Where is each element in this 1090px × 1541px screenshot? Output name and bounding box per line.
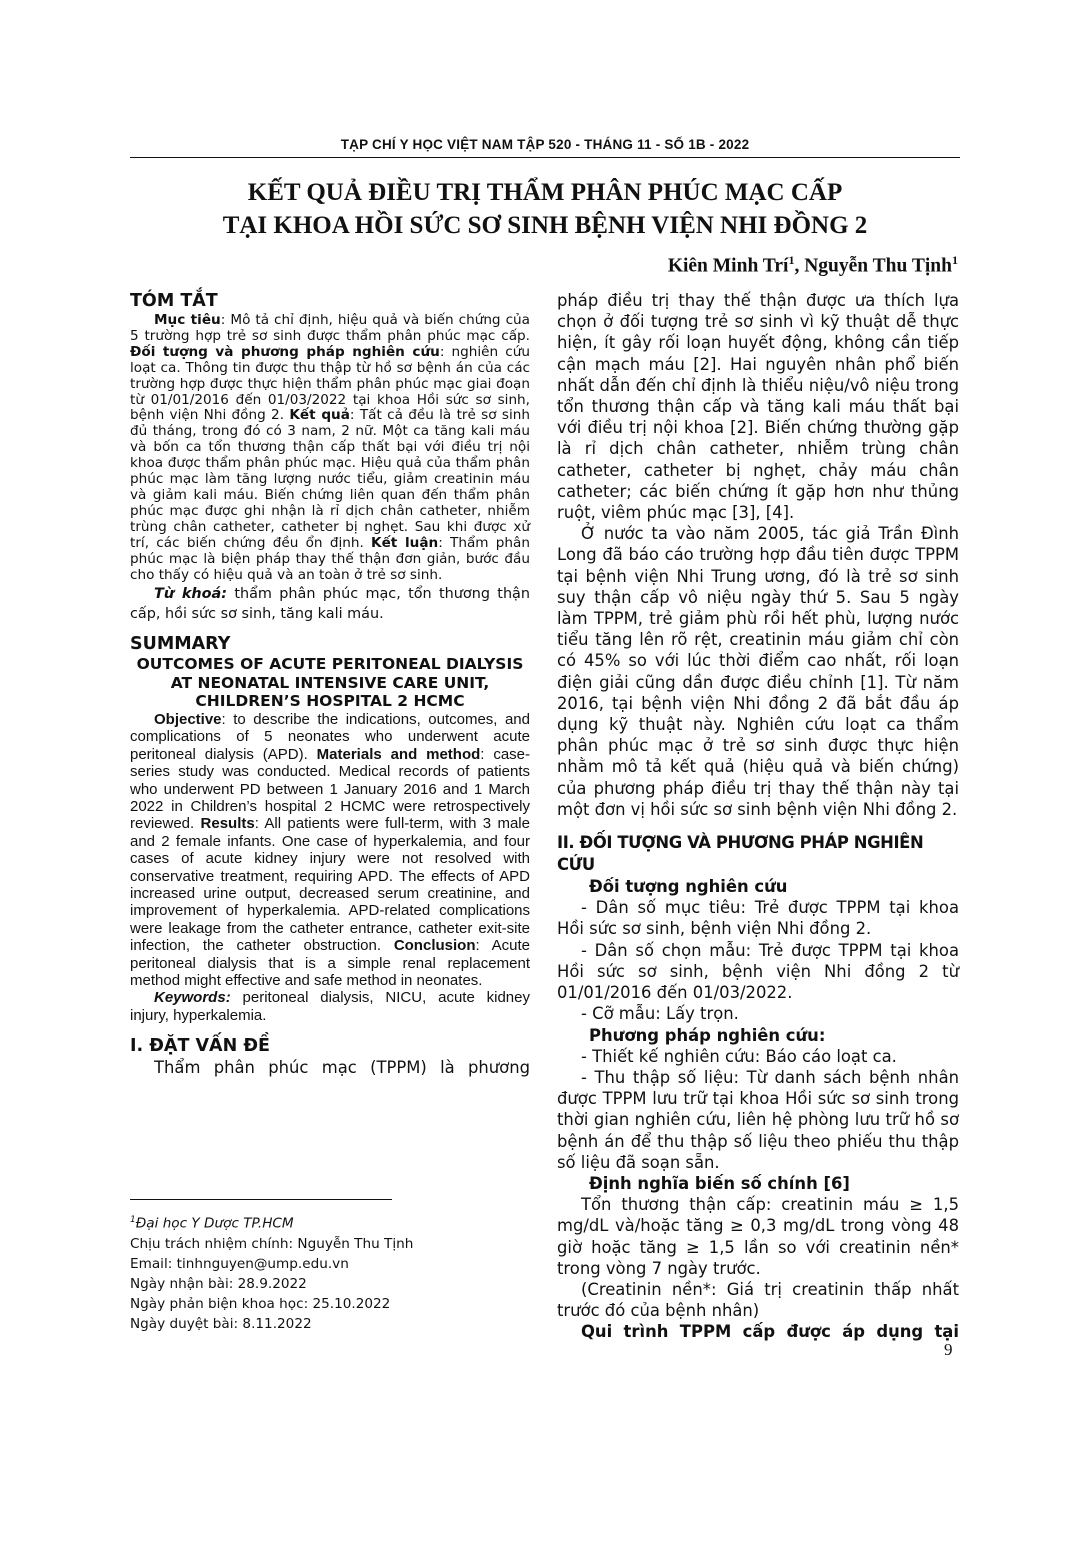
subsection-dinh-nghia: Định nghĩa biến số chính [6] [589, 1173, 850, 1193]
summary-label-objective: Objective [154, 710, 222, 728]
tomtat-label-ketluan: Kết luận [371, 534, 439, 551]
footnote-reviewed: Ngày phản biện khoa học: 25.10.2022 [130, 1295, 391, 1312]
tomtat-text-ketluan: : Thẩm phân phúc mạc là biện pháp thay thế thận đơn giản, bước đầu cho thấy có hiệu quả và an toàn ở trẻ sơ sinh. [130, 534, 530, 583]
section2-heading: II. ĐỐI TƯỢNG VÀ PHƯƠNG PHÁP NGHIÊN CỨU [557, 833, 924, 875]
tomtat-label-tukhoa: Từ khoá: [154, 586, 228, 603]
footnote-separator [130, 1199, 392, 1200]
authors [668, 253, 958, 278]
right-column [557, 290, 959, 1343]
summary-text-conclusion: : Acute peritoneal dialysis that is a simple renal replacement method might effective and safe method in neonates. [130, 937, 530, 989]
summary-title: OUTCOMES OF ACUTE PERITONEAL DIALYSIS AT NEONATAL INTENSIVE CARE UNIT, CHILDREN’S HOSPITAL 2 HCMC [136, 655, 524, 711]
footnote-affiliation-text: Đại học Y Dược TP.HCM [135, 1215, 294, 1232]
journal-header: TẠP CHÍ Y HỌC VIỆT NAM TẬP 520 - THÁNG 11 - SỐ 1B - 2022 [130, 137, 960, 158]
author-1-affiliation: 1 [788, 253, 795, 267]
tomtat-label-muctieu: Mục tiêu [154, 312, 221, 328]
summary-label-conclusion: Conclusion [393, 937, 476, 955]
definition-paragraph: Tổn thương thận cấp: creatinin máu ≥ 1,5 mg/dL và/hoặc tăng ≥ 0,3 mg/dL trong vòng 48 giờ hoặc tăng ≥ 1,5 lần so với creatinin nền* trong vòng 7 ngày trước. [557, 1195, 959, 1278]
author-2: Nguyễn Thu Tịnh [804, 255, 952, 277]
title-line-2: TẠI KHOA HỒI SỨC SƠ SINH BỆNH VIỆN NHI ĐỒNG 2 [222, 212, 868, 239]
tomtat-paragraph [130, 313, 530, 583]
section1-paragraph1-start: Thẩm phân phúc mạc (TPPM) là phương [154, 1058, 530, 1078]
article-title [130, 176, 960, 242]
tomtat-keywords [130, 584, 530, 624]
author-2-affiliation: 1 [952, 253, 958, 267]
summary-paragraph [130, 711, 530, 990]
footnotes [130, 1210, 530, 1334]
procedure-paragraph-start: Qui trình TPPM cấp được áp dụng tại [581, 1322, 959, 1342]
footnote-accepted: Ngày duyệt bài: 8.11.2022 [130, 1315, 312, 1332]
tomtat-text-muctieu: : Mô tả chỉ định, hiệu quả và biến chứng của 5 trường hợp trẻ sơ sinh được thẩm phân phúc mạc cấp. [130, 312, 530, 344]
section1-start [130, 1057, 530, 1078]
summary-text-objective: : to describe the indications, outcomes, and complications of 5 neonates who underwent acute peritoneal dialysis (APD). [130, 710, 530, 763]
footnote-affiliation-mark: 1 [130, 1215, 136, 1225]
footnote-email: Email: tinhnguyen@ump.edu.vn [130, 1255, 349, 1272]
author-separator: , [794, 255, 805, 277]
bullet-thu-thap: - Thu thập số liệu: Từ danh sách bệnh nhân được TPPM lưu trữ tại khoa Hồi sức sơ sinh trong thời gian nghiên cứu, liên hệ phòng lưu trữ hồ sơ bệnh án để thu thập số liệu theo phiếu thu thập số liệu đã soạn sẵn. [557, 1067, 959, 1172]
section1-heading: I. ĐẶT VẤN ĐỀ [130, 1036, 270, 1057]
summary-heading: SUMMARY [130, 634, 231, 655]
summary-label-materials: Materials and method [316, 745, 481, 763]
title-line-1: KẾT QUẢ ĐIỀU TRỊ THẨM PHÂN PHÚC MẠC CẤP [247, 179, 843, 206]
footnote-affiliation [130, 1210, 530, 1234]
bullet-dan-so-muc-tieu: - Dân số mục tiêu: Trẻ được TPPM tại khoa Hồi sức sơ sinh, bệnh viện Nhi đồng 2. [557, 898, 959, 939]
definition-note: (Creatinin nền*: Giá trị creatinin thấp nhất trước đó của bệnh nhân) [557, 1279, 959, 1321]
summary-text-keywords: peritoneal dialysis, NICU, acute kidney injury, hyperkalemia. [130, 989, 530, 1024]
tomtat-heading: TÓM TẮT [130, 291, 218, 311]
summary-abstract [130, 711, 530, 1024]
summary-label-results: Results [200, 815, 255, 833]
bullet-thiet-ke: - Thiết kế nghiên cứu: Báo cáo loạt ca. [581, 1046, 897, 1066]
page-number: 9 [944, 1340, 953, 1359]
summary-text-materials: : case-series study was conducted. Medical records of patients who underwent PD between 1 January 2016 and 1 March 2022 in Children’s hospital 2 HCMC were retrospectively reviewed. [130, 745, 530, 833]
bullet-co-mau: - Cỡ mẫu: Lấy trọn. [581, 1004, 739, 1024]
subsection-doituong: Đối tượng nghiên cứu [589, 877, 788, 897]
tomtat-text-doituong: : nghiên cứu loạt ca. Thông tin được thu thập từ hồ sơ bệnh án của các trường hợp được thực hiện thẩm phân phúc mạc giai đoạn từ 01/01/2016 đến 01/03/2022 tại khoa Hồi sức sơ sinh, bệnh viện Nhi đồng 2. [130, 343, 530, 424]
footnote-responsible: Chịu trách nhiệm chính: Nguyễn Thu Tịnh [130, 1235, 414, 1252]
left-column [130, 290, 530, 1078]
tomtat-text-ketqua: : Tất cả đều là trẻ sơ sinh đủ tháng, trong đó có 3 nam, 2 nữ. Một ca tăng kali máu và bốn ca tổn thương thận cấp thất bại với điều trị nội khoa được thẩm phân phúc mạc. Hiệu quả của thẩm phân phúc mạc làm tăng lượng nước tiểu, giảm creatinin máu và giảm kali máu. Biến chứng liên quan đến thẩm phân phúc mạc được ghi nhận là rỉ dịch chân catheter, nhiễm trùng chân catheter, catheter bị nghẹt. Sau khi được xử trí, các biến chứng đều ổn định. [130, 407, 530, 551]
summary-label-keywords: Keywords: [154, 989, 231, 1007]
subsection-phuongphap: Phương pháp nghiên cứu: [589, 1025, 826, 1045]
tomtat-text-tukhoa: thẩm phân phúc mạc, tổn thương thận cấp, hồi sức sơ sinh, tăng kali máu. [130, 586, 531, 623]
author-1: Kiên Minh Trí [667, 255, 789, 277]
bullet-dan-so-chon-mau: - Dân số chọn mẫu: Trẻ được TPPM tại khoa Hồi sức sơ sinh, bệnh viện Nhi đồng 2 từ 01/01/2016 đến 01/03/2022. [557, 940, 959, 1003]
summary-keywords [130, 989, 530, 1024]
section1-paragraph2: Ở nước ta vào năm 2005, tác giả Trần Đình Long đã báo cáo trường hợp đầu tiên được TPPM tại bệnh viện Nhi Trung ương, đó là trẻ sơ sinh suy thận cấp vô niệu ngày thứ 5. Sau 5 ngày làm TPPM, trẻ giảm phù rồi hết phù, lượng nước tiểu tăng lên rõ rệt, creatinin máu giảm chỉ còn có 45% so với lúc thời điểm cao nhất, rối loạn điện giải cũng dần được điều chỉnh [1]. Từ năm 2016, tại bệnh viện Nhi đồng 2 đã bắt đầu áp dụng kỹ thuật này. Nghiên cứu loạt ca thẩm phân phúc mạc ở trẻ sơ sinh được thực hiện nhằm mô tả kết quả (hiệu quả và biến chứng) của phương pháp điều trị thay thế thận này tại một đơn vị hồi sức sơ sinh bệnh viện Nhi đồng 2. [557, 524, 959, 819]
summary-text-results: : All patients were full-term, with 3 male and 2 female infants. One case of hyperkalemia, and four cases of acute kidney injury were not resolved with conservative treatment, requiring APD. The effects of APD increased urine output, decreased serum creatinine, and improvement of hyperkalemia. APD-related complications were leakage from the catheter entrance, catheter exit-site infection, the catheter obstruction. [130, 815, 530, 955]
tomtat-label-ketqua: Kết quả [289, 407, 350, 424]
footnote-received: Ngày nhận bài: 28.9.2022 [130, 1275, 307, 1292]
tomtat-label-doituong: Đối tượng và phương pháp nghiên cứu [130, 343, 440, 360]
tomtat-abstract [130, 313, 530, 624]
section1-paragraph1-continued: pháp điều trị thay thế thận được ưa thích lựa chọn ở đối tượng trẻ sơ sinh vì kỹ thuật dễ thực hiện, ít gây rối loạn huyết động, không cần tiếp cận mạch máu [2]. Hai nguyên nhân phổ biến nhất dẫn đến chỉ định là thiểu niệu/vô niệu trong tổn thương thận cấp và tăng kali máu thất bại với điều trị nội khoa [2]. Biến chứng thường gặp là rỉ dịch chân catheter, nhiễm trùng chân catheter, catheter bị nghẹt, chảy máu chân catheter; các biến chứng ít gặp hơn như thủng ruột, viêm phúc mạc [3], [4]. [557, 291, 959, 523]
